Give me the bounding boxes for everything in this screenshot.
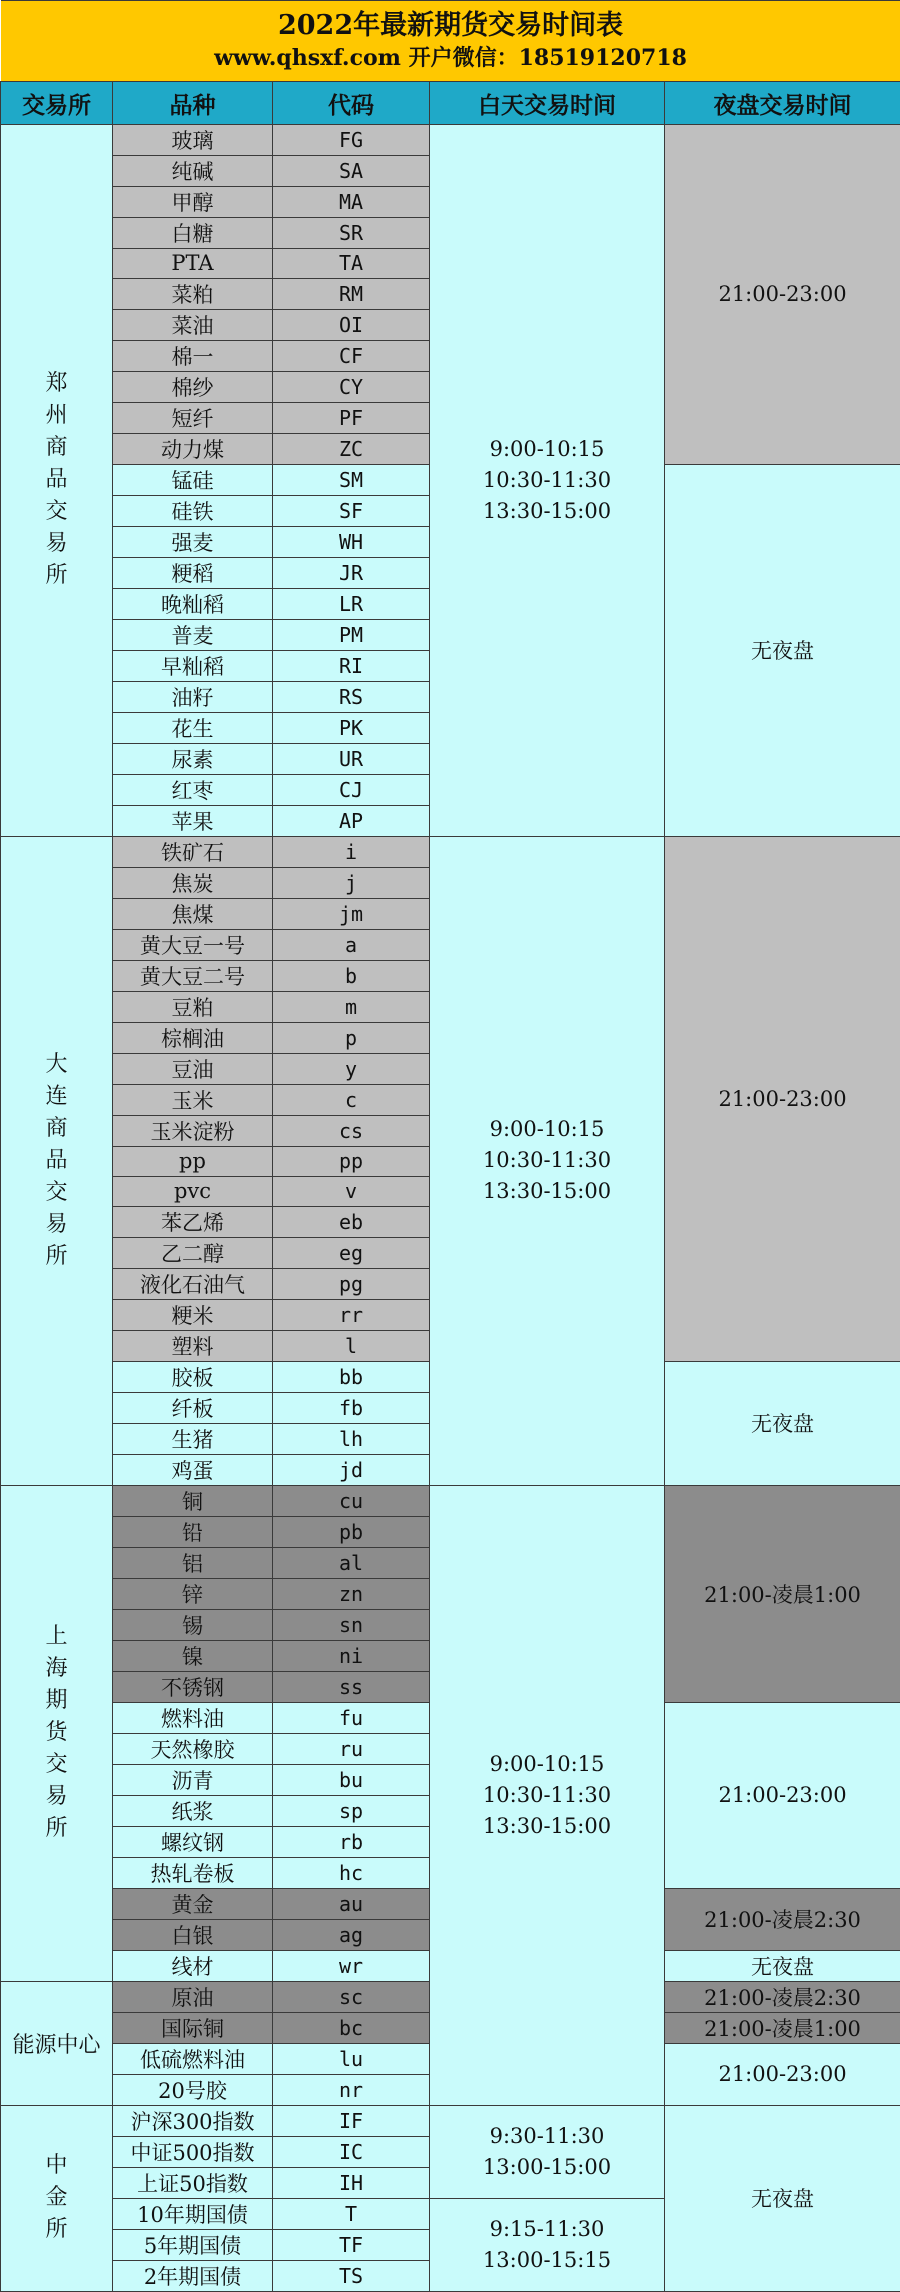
night-session: 无夜盘 (665, 2183, 900, 2213)
product-name: 5年期国债 (113, 2229, 273, 2260)
column-header-row (1, 82, 900, 125)
product-code: UR (273, 743, 430, 774)
exchange-name-cell (1, 1485, 113, 1981)
product-name: 短纤 (113, 402, 273, 433)
product-name: 锌 (113, 1578, 273, 1609)
time-line: 13:00-15:00 (430, 2152, 664, 2183)
product-code: sc (273, 1981, 430, 2012)
time-line: 10:30-11:30 (430, 1780, 664, 1811)
exchange-name-cell (1, 125, 113, 837)
night-session: 21:00-凌晨1:00 (665, 2013, 900, 2043)
product-code: i (273, 836, 430, 867)
product-code: ni (273, 1640, 430, 1671)
product-code: sp (273, 1795, 430, 1826)
product-name: 纸浆 (113, 1795, 273, 1826)
product-code: ag (273, 1919, 430, 1950)
product-code: SM (273, 464, 430, 495)
product-code: IC (273, 2136, 430, 2167)
col-header-product: 品种 (113, 82, 273, 125)
product-code: IH (273, 2167, 430, 2198)
product-name: 棕榈油 (113, 1022, 273, 1053)
product-name: 镍 (113, 1640, 273, 1671)
product-code: PF (273, 402, 430, 433)
product-name: 棉一 (113, 340, 273, 371)
product-name: 上证50指数 (113, 2167, 273, 2198)
product-code: j (273, 867, 430, 898)
product-code: au (273, 1888, 430, 1919)
product-name: 菜油 (113, 309, 273, 340)
product-name: 早籼稻 (113, 650, 273, 681)
product-name: 热轧卷板 (113, 1857, 273, 1888)
product-name: 豆油 (113, 1053, 273, 1084)
product-name: PTA (113, 249, 273, 279)
product-code: cs (273, 1115, 430, 1146)
product-name: 玻璃 (113, 125, 273, 156)
night-session: 21:00-23:00 (665, 282, 900, 306)
night-session: 21:00-23:00 (665, 1783, 900, 1807)
exchange-name: 上海期货交易所 (46, 1621, 68, 1845)
product-code: al (273, 1547, 430, 1578)
time-line: 13:30-15:00 (430, 1176, 664, 1207)
product-code: rr (273, 1299, 430, 1330)
product-name: 沪深300指数 (113, 2105, 273, 2136)
night-session-cell (665, 1981, 900, 2012)
product-code: y (273, 1053, 430, 1084)
product-name: 铜 (113, 1485, 273, 1516)
product-name: 沥青 (113, 1764, 273, 1795)
product-name: 硅铁 (113, 495, 273, 526)
product-name: 红枣 (113, 774, 273, 805)
product-name: 玉米淀粉 (113, 1115, 273, 1146)
product-row (1, 2105, 900, 2136)
product-code: TA (273, 249, 430, 279)
product-name: 玉米 (113, 1084, 273, 1115)
time-line: 10:30-11:30 (430, 465, 664, 496)
night-session: 21:00-23:00 (665, 2062, 900, 2086)
subtitle-contact: www.qhsxf.com 开户微信：18519120718 (1, 43, 900, 73)
product-code: bu (273, 1764, 430, 1795)
product-code: nr (273, 2074, 430, 2105)
time-line: 9:30-11:30 (430, 2121, 664, 2152)
col-header-night-time: 夜盘交易时间 (665, 82, 900, 125)
time-line: 10:30-11:30 (430, 1145, 664, 1176)
product-name: 花生 (113, 712, 273, 743)
product-code: PM (273, 619, 430, 650)
product-name: 焦炭 (113, 867, 273, 898)
time-line: 9:15-11:30 (430, 2214, 664, 2245)
night-session-cell (665, 1702, 900, 1888)
product-name: 铅 (113, 1516, 273, 1547)
product-name: 铝 (113, 1547, 273, 1578)
product-name: 黄金 (113, 1888, 273, 1919)
night-session-cell (665, 1485, 900, 1702)
product-name: 生猪 (113, 1423, 273, 1454)
night-session-cell (665, 125, 900, 465)
product-code: ss (273, 1671, 430, 1702)
time-line: 13:30-15:00 (430, 496, 664, 527)
product-code: T (273, 2198, 430, 2229)
col-header-day-time: 白天交易时间 (430, 82, 665, 125)
product-code: zn (273, 1578, 430, 1609)
night-session-cell (665, 2105, 900, 2291)
exchange-name-cell (1, 2105, 113, 2291)
product-name: 燃料油 (113, 1702, 273, 1733)
product-code: wr (273, 1950, 430, 1981)
product-code: lu (273, 2043, 430, 2074)
product-name: 甲醇 (113, 187, 273, 218)
time-line: 13:00-15:15 (430, 2245, 664, 2276)
product-row (1, 836, 900, 867)
product-name: 纤板 (113, 1392, 273, 1423)
product-name: 20号胶 (113, 2074, 273, 2105)
product-code: RM (273, 278, 430, 309)
product-code: RI (273, 650, 430, 681)
product-name: 10年期国债 (113, 2198, 273, 2229)
night-session-cell (665, 2043, 900, 2105)
product-name: 粳米 (113, 1299, 273, 1330)
product-name: pvc (113, 1176, 273, 1206)
product-name: 锰硅 (113, 464, 273, 495)
product-code: IF (273, 2105, 430, 2136)
product-name: 低硫燃料油 (113, 2043, 273, 2074)
time-line: 9:00-10:15 (430, 1749, 664, 1780)
exchange-name: 大连商品交易所 (46, 1049, 68, 1273)
product-code: RS (273, 681, 430, 712)
product-code: lh (273, 1423, 430, 1454)
product-name: 中证500指数 (113, 2136, 273, 2167)
product-name: 螺纹钢 (113, 1826, 273, 1857)
product-name: 乙二醇 (113, 1237, 273, 1268)
product-name: 原油 (113, 1981, 273, 2012)
night-session-cell (665, 1950, 900, 1981)
product-code: ZC (273, 433, 430, 464)
night-session: 21:00-凌晨2:30 (665, 1982, 900, 2012)
product-name: 粳稻 (113, 557, 273, 588)
header-row (1, 1, 900, 82)
exchange-name: 郑州商品交易所 (46, 368, 68, 592)
product-name: 豆粕 (113, 991, 273, 1022)
product-name: 塑料 (113, 1330, 273, 1361)
product-code: WH (273, 526, 430, 557)
product-name: 不锈钢 (113, 1671, 273, 1702)
product-code: bc (273, 2012, 430, 2043)
day-session-cell (430, 2198, 665, 2291)
product-code: hc (273, 1857, 430, 1888)
product-code: PK (273, 712, 430, 743)
col-header-exchange: 交易所 (1, 82, 113, 125)
product-name: 焦煤 (113, 898, 273, 929)
product-code: sn (273, 1609, 430, 1640)
product-name: 动力煤 (113, 433, 273, 464)
product-name: 鸡蛋 (113, 1454, 273, 1485)
product-name: 普麦 (113, 619, 273, 650)
night-session: 21:00-23:00 (665, 1087, 900, 1111)
product-code: jd (273, 1454, 430, 1485)
product-code: pg (273, 1268, 430, 1299)
product-code: CY (273, 371, 430, 402)
product-name: 强麦 (113, 526, 273, 557)
product-row (1, 125, 900, 156)
product-name: 纯碱 (113, 156, 273, 187)
product-code: v (273, 1176, 430, 1206)
product-name: 苯乙烯 (113, 1206, 273, 1237)
product-code: SR (273, 218, 430, 249)
day-session-cell (430, 836, 665, 1485)
day-session-cell (430, 2105, 665, 2198)
product-name: 苹果 (113, 805, 273, 836)
product-name: 铁矿石 (113, 836, 273, 867)
exchange-name-cell (1, 1981, 113, 2105)
product-code: p (273, 1022, 430, 1053)
time-line: 9:00-10:15 (430, 434, 664, 465)
product-code: m (273, 991, 430, 1022)
night-session-cell (665, 464, 900, 836)
header-cell (1, 1, 900, 82)
night-session: 21:00-凌晨2:30 (665, 1904, 900, 1934)
product-code: rb (273, 1826, 430, 1857)
product-name: 晚籼稻 (113, 588, 273, 619)
product-name: 锡 (113, 1609, 273, 1640)
exchange-name-cell (1, 836, 113, 1485)
product-name: 2年期国债 (113, 2260, 273, 2291)
product-code: a (273, 929, 430, 960)
exchange-name: 中金所 (46, 2150, 68, 2246)
col-header-code: 代码 (273, 82, 430, 125)
product-row (1, 1485, 900, 1516)
night-session-cell (665, 1888, 900, 1950)
product-code: fb (273, 1392, 430, 1423)
product-code: MA (273, 187, 430, 218)
page-title: 2022年最新期货交易时间表 (1, 9, 900, 43)
product-name: pp (113, 1146, 273, 1176)
night-session-cell (665, 1361, 900, 1485)
product-code: CJ (273, 774, 430, 805)
product-code: eb (273, 1206, 430, 1237)
product-name: 黄大豆二号 (113, 960, 273, 991)
product-code: AP (273, 805, 430, 836)
product-code: pp (273, 1146, 430, 1176)
product-code: CF (273, 340, 430, 371)
product-name: 胶板 (113, 1361, 273, 1392)
night-session-cell (665, 2012, 900, 2043)
product-code: SF (273, 495, 430, 526)
product-code: fu (273, 1702, 430, 1733)
day-session-cell (430, 125, 665, 837)
product-code: pb (273, 1516, 430, 1547)
product-code: jm (273, 898, 430, 929)
product-name: 线材 (113, 1950, 273, 1981)
product-name: 国际铜 (113, 2012, 273, 2043)
night-session-cell (665, 836, 900, 1361)
exchange-name: 能源中心 (1, 2028, 112, 2059)
product-name: 黄大豆一号 (113, 929, 273, 960)
product-code: eg (273, 1237, 430, 1268)
product-code: bb (273, 1361, 430, 1392)
product-name: 白银 (113, 1919, 273, 1950)
product-code: b (273, 960, 430, 991)
night-session: 无夜盘 (665, 635, 900, 665)
product-name: 油籽 (113, 681, 273, 712)
product-name: 菜粕 (113, 278, 273, 309)
product-code: l (273, 1330, 430, 1361)
product-name: 液化石油气 (113, 1268, 273, 1299)
product-name: 棉纱 (113, 371, 273, 402)
product-name: 白糖 (113, 218, 273, 249)
product-name: 尿素 (113, 743, 273, 774)
time-line: 9:00-10:15 (430, 1114, 664, 1145)
time-line: 13:30-15:00 (430, 1811, 664, 1842)
product-code: FG (273, 125, 430, 156)
product-code: JR (273, 557, 430, 588)
night-session: 无夜盘 (665, 1951, 900, 1981)
product-code: c (273, 1084, 430, 1115)
product-name: 天然橡胶 (113, 1733, 273, 1764)
product-code: SA (273, 156, 430, 187)
night-session: 21:00-凌晨1:00 (665, 1579, 900, 1609)
night-session: 无夜盘 (665, 1408, 900, 1438)
day-session-cell (430, 1485, 665, 2105)
product-code: LR (273, 588, 430, 619)
product-code: OI (273, 309, 430, 340)
product-code: TF (273, 2229, 430, 2260)
product-code: ru (273, 1733, 430, 1764)
product-code: TS (273, 2260, 430, 2291)
product-code: cu (273, 1485, 430, 1516)
